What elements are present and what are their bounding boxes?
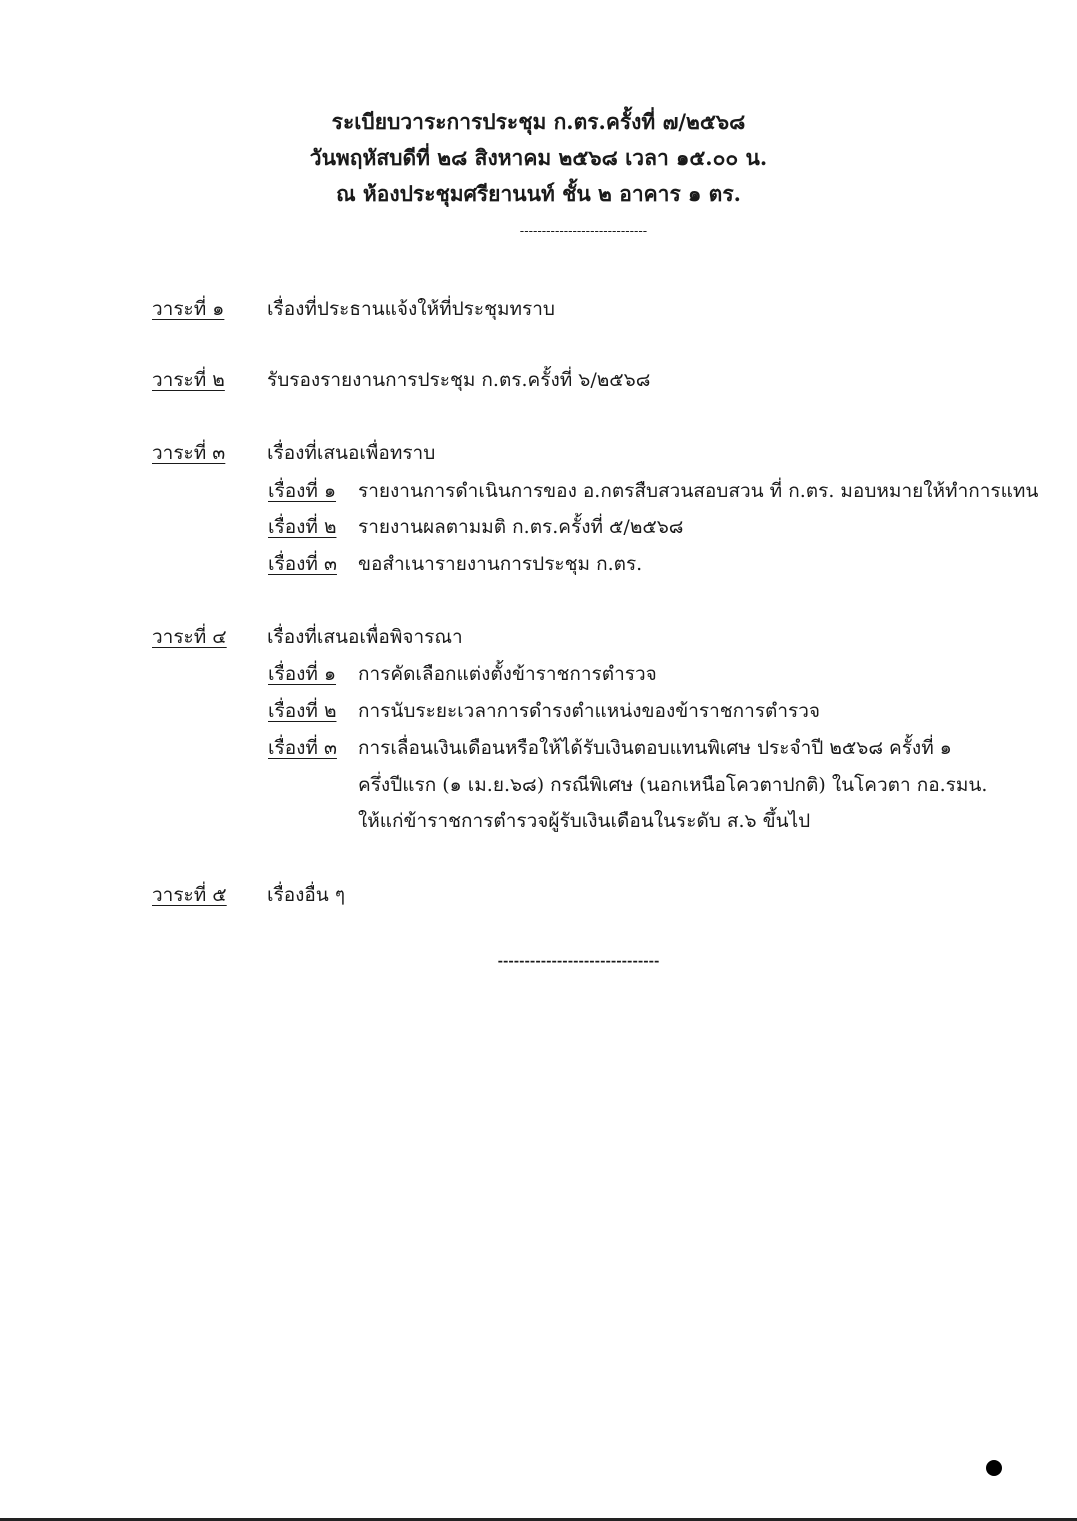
header-location: ณ ห้องประชุมศรียานนท์ ชั้น ๒ อาคาร ๑ ตร.: [336, 181, 741, 206]
agenda-1-title: เรื่องที่ประธานแจ้งให้ที่ประชุมทราบ: [267, 298, 555, 320]
bullet-dot: [986, 1460, 1002, 1476]
agenda-5-title: เรื่องอื่น ๆ: [267, 884, 346, 906]
agenda-3-item-3-label: เรื่องที่ ๓: [268, 553, 337, 575]
agenda-4-item-1-text: การคัดเลือกแต่งตั้งข้าราชการตำรวจ: [358, 663, 657, 685]
agenda-4-item-1-label: เรื่องที่ ๑: [268, 663, 337, 685]
agenda-2-title: รับรองรายงานการประชุม ก.ตร.ครั้งที่ ๖/๒๕๖๘: [267, 369, 651, 391]
agenda-4-title: เรื่องที่เสนอเพื่อพิจารณา: [267, 626, 463, 648]
agenda-5-label: วาระที่ ๕: [152, 884, 227, 906]
agenda-2-label: วาระที่ ๒: [152, 369, 225, 391]
agenda-4-item-3-text-line-1: การเลื่อนเงินเดือนหรือให้ได้รับเงินตอบแทนพิเศษ ประจำปี ๒๕๖๘ ครั้งที่ ๑: [358, 737, 952, 759]
agenda-4-label: วาระที่ ๔: [152, 626, 227, 648]
agenda-3-item-2-label: เรื่องที่ ๒: [268, 516, 337, 538]
agenda-4-item-3-text-line-3: ให้แก่ข้าราชการตำรวจผู้รับเงินเดือนในระดับ ส.๖ ขึ้นไป: [358, 810, 811, 832]
header-date-time: วันพฤหัสบดีที่ ๒๘ สิงหาคม ๒๕๖๘ เวลา ๑๕.๐๐ น.: [309, 145, 768, 170]
agenda-3-title: เรื่องที่เสนอเพื่อทราบ: [267, 442, 436, 464]
agenda-4-item-3-label: เรื่องที่ ๓: [268, 737, 337, 759]
agenda-3-item-2-text: รายงานผลตามมติ ก.ตร.ครั้งที่ ๕/๒๕๖๘: [358, 516, 684, 538]
document-header: [0, 104, 1077, 212]
agenda-3-item-3-text: ขอสำเนารายงานการประชุม ก.ตร.: [358, 553, 643, 575]
agenda-4-item-2-text: การนับระยะเวลาการดำรงตำแหน่งของข้าราชการตำรวจ: [358, 700, 821, 722]
agenda-4-item-2-label: เรื่องที่ ๒: [268, 700, 337, 722]
header-title: ระเบียบวาระการประชุม ก.ตร.ครั้งที่ ๗/๒๕๖๘: [331, 109, 746, 134]
agenda-3-item-1-text: รายงานการดำเนินการของ อ.กตรสืบสวนสอบสวน ที่ ก.ตร. มอบหมายให้ทำการแทน: [358, 480, 1039, 502]
bottom-divider: ------------------------------: [497, 954, 660, 969]
agenda-3-item-1-label: เรื่องที่ ๑: [268, 480, 337, 502]
agenda-4-item-3-text-line-2: ครึ่งปีแรก (๑ เม.ย.๖๘) กรณีพิเศษ (นอกเหนือโควตาปกติ) ในโควตา กอ.รมน.: [358, 774, 988, 796]
agenda-1-label: วาระที่ ๑: [152, 298, 225, 320]
top-divider: -----------------------------: [519, 224, 648, 239]
agenda-3-label: วาระที่ ๓: [152, 442, 226, 464]
